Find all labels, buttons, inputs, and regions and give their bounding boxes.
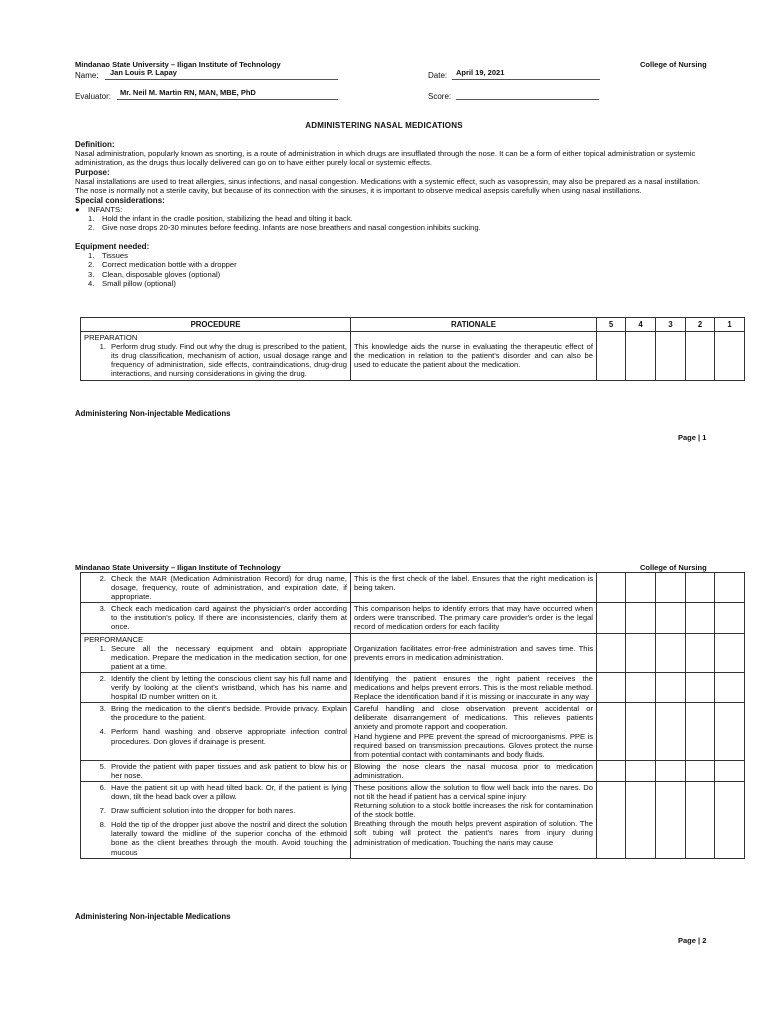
- footer-text-2: Administering Non-injectable Medications: [75, 912, 231, 921]
- equipment-item: Tissues: [102, 250, 128, 260]
- score-cell[interactable]: [597, 633, 626, 672]
- footer-text: Administering Non-injectable Medications: [75, 409, 231, 418]
- list-item: 1. Hold the infant in the cradle position, stabilizing the head and tilting it back.: [88, 214, 353, 224]
- score-cell[interactable]: [626, 633, 656, 672]
- definition-text: Nasal administration, popularly known as snorting, is a route of administration in which drugs are insufflated through the nose. It can be a form of either topical administration or systemic administration, as the drugs thus locally delivered can go on to have either purely local or systemic effects.: [75, 149, 696, 168]
- procedure-table-page1: [80, 317, 745, 381]
- procedure-text: Secure all the necessary equipment and obtain appropriate medication. Prepare the medication in the medication section, for one patient at a time.: [111, 643, 347, 671]
- score-cell[interactable]: [686, 672, 715, 702]
- score-cell[interactable]: [656, 703, 686, 761]
- list-item: 3. Clean, disposable gloves (optional): [88, 269, 221, 279]
- university-name-2: Mindanao State University – Iligan Institute of Technology: [75, 563, 281, 572]
- score-cell[interactable]: [686, 633, 715, 672]
- score-cell[interactable]: [715, 332, 745, 380]
- name-field[interactable]: [105, 79, 338, 80]
- score-cell[interactable]: [626, 672, 656, 702]
- purpose-heading: Purpose:: [75, 167, 110, 177]
- score-header-4: 4: [626, 318, 656, 332]
- page-title: ADMINISTERING NASAL MEDICATIONS: [305, 121, 463, 130]
- step-number: 6.: [99, 782, 106, 792]
- score-cell[interactable]: [656, 672, 686, 702]
- special-list: [75, 214, 715, 233]
- university-name: Mindanao State University – Iligan Institute of Technology: [75, 60, 281, 69]
- name-value: Jan Louis P. Lapay: [110, 68, 177, 77]
- score-cell[interactable]: [656, 633, 686, 672]
- section-label: PREPARATION: [84, 333, 138, 343]
- step-number: 1.: [99, 643, 106, 653]
- rationale-text: Identifying the patient ensures the right patient receives the medications and helps prevent errors. This is the most reliable method. Replace the identification band if it is missing or inaccurate in any way: [351, 672, 597, 702]
- table-row: [81, 603, 745, 633]
- score-cell[interactable]: [715, 703, 745, 761]
- procedure-text: Provide the patient with paper tissues and ask patient to blow his or her nose.: [111, 761, 347, 780]
- page-number-1: Page | 1: [678, 433, 707, 442]
- score-header-2: 2: [686, 318, 715, 332]
- procedure-text: Perform hand washing and observe appropriate infection control procedures. Don gloves if drainage is present.: [111, 727, 347, 746]
- table-row: [81, 672, 745, 702]
- procedure-text: Bring the medication to the client's bedside. Provide privacy. Explain the procedure to the patient.: [111, 704, 347, 723]
- rationale-text: Hand hygiene and PPE prevent the spread of microorganisms. PPE is required based on transmission precautions. Gloves protect the nurse from potential contact with contaminants and body fluids.: [354, 731, 593, 759]
- score-cell[interactable]: [686, 781, 715, 858]
- score-cell[interactable]: [686, 573, 715, 603]
- rationale-text: Careful handling and close observation prevent accidental or deliberate disarrangement of medications. This relieves patients anxiety and promote rapport and cooperation.: [354, 704, 593, 732]
- rationale-text: Blowing the nose clears the nasal mucosa prior to medication administration.: [351, 760, 597, 781]
- score-cell[interactable]: [686, 703, 715, 761]
- table-row: [81, 781, 745, 858]
- score-cell[interactable]: [597, 332, 626, 380]
- procedure-text: Hold the tip of the dropper just above the nostril and direct the solution laterally toward the midline of the superior concha of the ethmoid bone as the client breathes through the mouth. Avoid touching the mucous: [111, 820, 347, 857]
- evaluator-value: Mr. Neil M. Martin RN, MAN, MBE, PhD: [120, 88, 256, 97]
- rationale-header: RATIONALE: [351, 318, 597, 332]
- table-header-row: [81, 318, 745, 332]
- special-group: [75, 205, 715, 214]
- score-cell[interactable]: [715, 603, 745, 633]
- score-cell[interactable]: [626, 603, 656, 633]
- rationale-text: Returning solution to a stock bottle increases the risk for contamination of the stock bottle.: [354, 801, 593, 820]
- college-name: College of Nursing: [640, 60, 707, 69]
- equipment-item: Correct medication bottle with a dropper: [102, 260, 237, 270]
- score-cell[interactable]: [715, 672, 745, 702]
- date-label: Date:: [428, 71, 448, 80]
- rationale-text: Organization facilitates error-free administration and saves time. This prevents errors in medication administration.: [354, 643, 593, 662]
- score-cell[interactable]: [656, 573, 686, 603]
- equipment-heading: Equipment needed:: [75, 241, 150, 251]
- score-header-3: 3: [656, 318, 686, 332]
- step-number: 3.: [99, 604, 106, 614]
- table-row: [81, 703, 745, 761]
- special-group-label: INFANTS:: [88, 204, 123, 214]
- score-cell[interactable]: [656, 781, 686, 858]
- procedure-text: Draw sufficient solution into the dropper for both nares.: [111, 806, 296, 816]
- list-item: 4. Small pillow (optional): [88, 279, 176, 289]
- procedure-text: Identify the client by letting the conscious client say his full name and verify by looking at the client's wristband, which has his name and hospital ID number written on it.: [111, 673, 347, 702]
- score-header-5: 5: [597, 318, 626, 332]
- rationale-text: This knowledge aids the nurse in evaluating the therapeutic effect of the medication in relation to the patient's disorder and can also be used to educate the patient about the medication.: [354, 342, 593, 370]
- score-cell[interactable]: [626, 703, 656, 761]
- name-label: Name:: [75, 71, 99, 80]
- score-field[interactable]: [456, 99, 599, 100]
- score-cell[interactable]: [656, 760, 686, 781]
- table-row: [81, 760, 745, 781]
- date-value: April 19, 2021: [456, 68, 505, 77]
- rationale-text: This is the first check of the label. Ensures that the right medication is being taken.: [351, 573, 597, 603]
- score-cell[interactable]: [597, 573, 626, 603]
- procedure-text: Check the MAR (Medication Administration Record) for drug name, dosage, frequency, route of administration, and expiration date, if appropriate.: [111, 574, 347, 602]
- step-number: 3.: [99, 704, 106, 714]
- score-cell[interactable]: [626, 573, 656, 603]
- score-cell[interactable]: [597, 703, 626, 761]
- list-item: 2. Correct medication bottle with a dropper: [88, 260, 237, 270]
- score-header-1: 1: [715, 318, 745, 332]
- step-number: 2.: [99, 574, 106, 583]
- score-cell[interactable]: [597, 603, 626, 633]
- list-item: 2. Give nose drops 20-30 minutes before feeding. Infants are nose breathers and nasal congestion inhibits sucking.: [88, 223, 481, 233]
- page-number-2: Page | 2: [678, 936, 707, 945]
- step-number: 4.: [99, 727, 106, 737]
- score-cell[interactable]: [686, 332, 715, 380]
- score-cell[interactable]: [715, 633, 745, 672]
- score-cell[interactable]: [686, 760, 715, 781]
- table-row: [81, 332, 745, 380]
- score-cell[interactable]: [597, 760, 626, 781]
- section-label: PERFORMANCE: [84, 634, 144, 644]
- procedure-table-page2: [80, 572, 745, 859]
- procedure-text: Check each medication card against the physician's order according to the institution's policy. If there are inconsistencies, clarify them at once.: [111, 604, 347, 632]
- equipment-list: [75, 251, 715, 289]
- score-cell[interactable]: [597, 781, 626, 858]
- evaluator-label: Evaluator:: [75, 92, 112, 101]
- step-number: 8.: [99, 820, 106, 830]
- rationale-text: This comparison helps to identify errors that may have occurred when orders were transcribed. The primary care provider's order is the legal record of medication orders for each facility: [351, 603, 597, 633]
- rationale-text: These positions allow the solution to flow well back into the nares. Do not tilt the head if patient has a cervical spine injury: [354, 782, 593, 802]
- score-cell[interactable]: [656, 603, 686, 633]
- score-cell[interactable]: [715, 573, 745, 603]
- special-item: Hold the infant in the cradle position, stabilizing the head and tilting it back.: [102, 214, 353, 224]
- table-row: [81, 573, 745, 603]
- step-number: 2.: [99, 673, 106, 683]
- score-cell[interactable]: [686, 603, 715, 633]
- table-row: [81, 633, 745, 672]
- bullet-icon: ●: [75, 204, 80, 214]
- college-name-2: College of Nursing: [640, 563, 707, 572]
- procedure-header: PROCEDURE: [81, 318, 351, 332]
- score-cell[interactable]: [626, 781, 656, 858]
- special-item: Give nose drops 20-30 minutes before feeding. Infants are nose breathers and nasal congestion inhibits sucking.: [102, 223, 481, 233]
- list-item: 1. Tissues: [88, 250, 128, 260]
- definition-heading: Definition:: [75, 140, 115, 149]
- score-cell[interactable]: [597, 672, 626, 702]
- step-number: 5.: [99, 761, 106, 771]
- rationale-text: Breathing through the mouth helps prevent aspiration of solution. The soft tubing will protect the patient's nares from injury during administration of medication. Touching the naris may cause: [354, 819, 593, 847]
- purpose-text: Nasal installations are used to treat allergies, sinus infections, and nasal congestion. Medications with a systemic effect, such as vasopressin, may also be prepared as a nasal instillation. The nose is normally not a sterile cavity, but because of its connection with the sinuses, it is important to observe medical asepsis carefully when using nasal instillations.: [75, 176, 700, 196]
- date-field[interactable]: [452, 79, 600, 80]
- special-heading: Special considerations:: [75, 195, 165, 205]
- equipment-item: Small pillow (optional): [102, 279, 176, 289]
- step-number: 1.: [99, 342, 106, 352]
- score-cell[interactable]: [715, 760, 745, 781]
- step-number: 7.: [99, 806, 106, 816]
- score-cell[interactable]: [715, 781, 745, 858]
- score-cell[interactable]: [626, 332, 656, 380]
- equipment-item: Clean, disposable gloves (optional): [102, 269, 221, 279]
- score-cell[interactable]: [656, 332, 686, 380]
- score-label: Score:: [428, 92, 452, 101]
- procedure-text: Have the patient sit up with head tilted back. Or, if the patient is lying down, tilt the head back over a pillow.: [111, 782, 347, 802]
- score-cell[interactable]: [626, 760, 656, 781]
- procedure-text: Perform drug study. Find out why the drug is prescribed to the patient, its drug classification, mechanism of action, usual dosage range and frequency of administration, side effects, contraindications, drug-drug interactions, and nursing considerations in giving the drug.: [111, 342, 347, 379]
- evaluator-field[interactable]: [117, 99, 338, 100]
